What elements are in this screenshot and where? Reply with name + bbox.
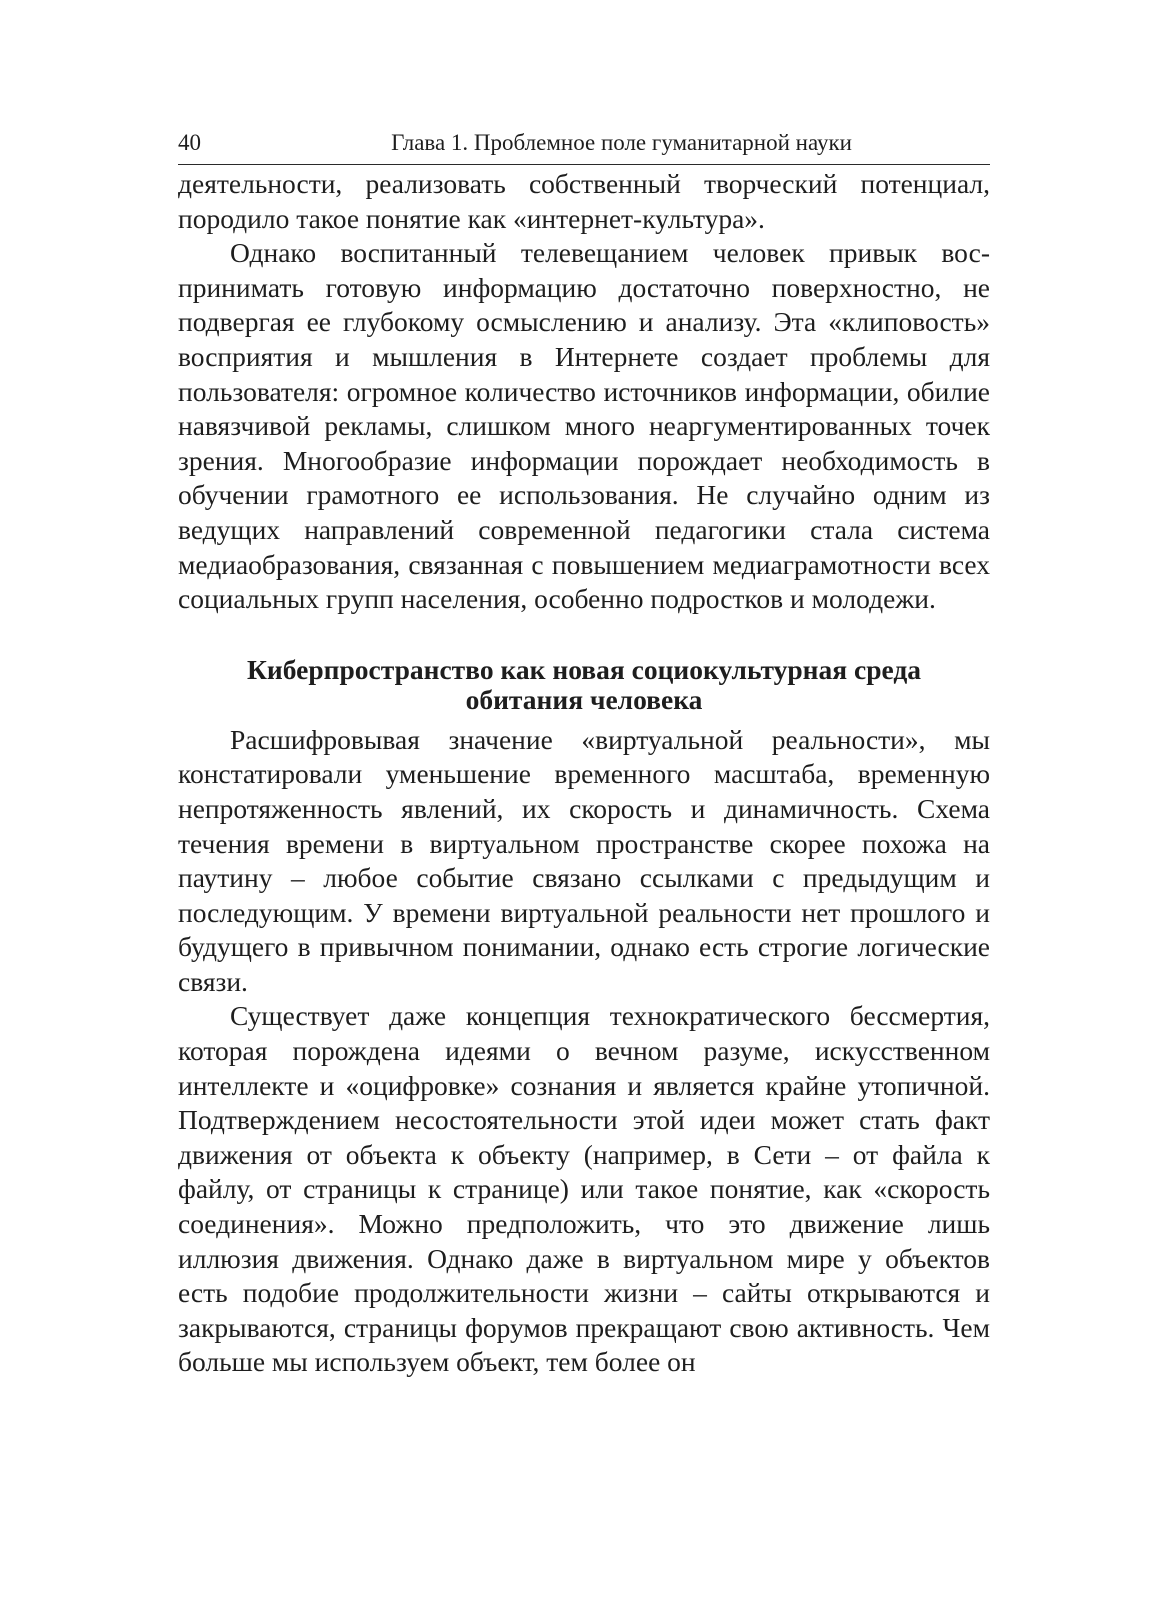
section-heading-line: Киберпространство как новая социокультурная среда xyxy=(246,653,922,685)
body-text-after-heading xyxy=(178,723,990,1380)
section-heading-line: обитания человека xyxy=(465,683,703,715)
page-number: 40 xyxy=(178,130,201,155)
paragraph: Однако воспитанный телевещанием человек привык воспринимать готовую информацию достаточно поверхностно, не подвергая ее глубокому осмыслению и анализу. Эта «клиповость» восприятия и мышления в Интернете создает проблемы для пользователя: огромное количество источников информации, обилие навязчивой рекламы, слишком много неаргументированных точек зрения. Многообразие информации порождает необходимость в обучении грамотного ее использования. Не случайно одним из ведущих направлений современной педагогики стала система медиаобразования, связанная с повышением медиаграмотности всех социальных групп населения, особенно подростков и молодежи. xyxy=(178,237,990,615)
book-page xyxy=(178,122,990,1380)
body-text-before-heading xyxy=(178,167,990,617)
paragraph-continuation: деятельности, реализовать собственный творческий потенциал, породило такое понятие как «интернет-культура». xyxy=(178,168,990,234)
section-heading xyxy=(178,655,990,715)
paragraph: Существует даже концепция технократического бессмертия, которая порождена идеями о вечном разуме, искусственном интеллекте и «оцифровке» сознания и является крайне утопичной. Подтверждением несостоятельности этой идеи может стать факт движения от объекта к объекту (например, в Сети – от файла к файлу, от страницы к странице) или такое понятие, как «скорость соединения». Можно предположить, что это движение лишь иллюзия движения. Однако даже в виртуальном мире у объектов есть подобие продолжительности жизни – сайты открываются и закрываются, страницы форумов прекращают свою активность. Чем больше мы используем объект, тем более он xyxy=(178,1000,990,1378)
paragraph: Расшифровывая значение «виртуальной реальности», мы констатировали уменьшение временного масштаба, временную непротяженность явлений, их скорость и динамичность. Схема течения времени в виртуальном пространстве скорее похожа на паутину – любое событие связано ссылками с предыдущим и последующим. У времени виртуальной реальности нет прошлого и будущего в привычном понимании, однако есть строгие логические связи. xyxy=(178,723,990,997)
chapter-title: Глава 1. Проблемное поле гуманитарной науки xyxy=(391,130,852,155)
running-header xyxy=(178,122,990,165)
